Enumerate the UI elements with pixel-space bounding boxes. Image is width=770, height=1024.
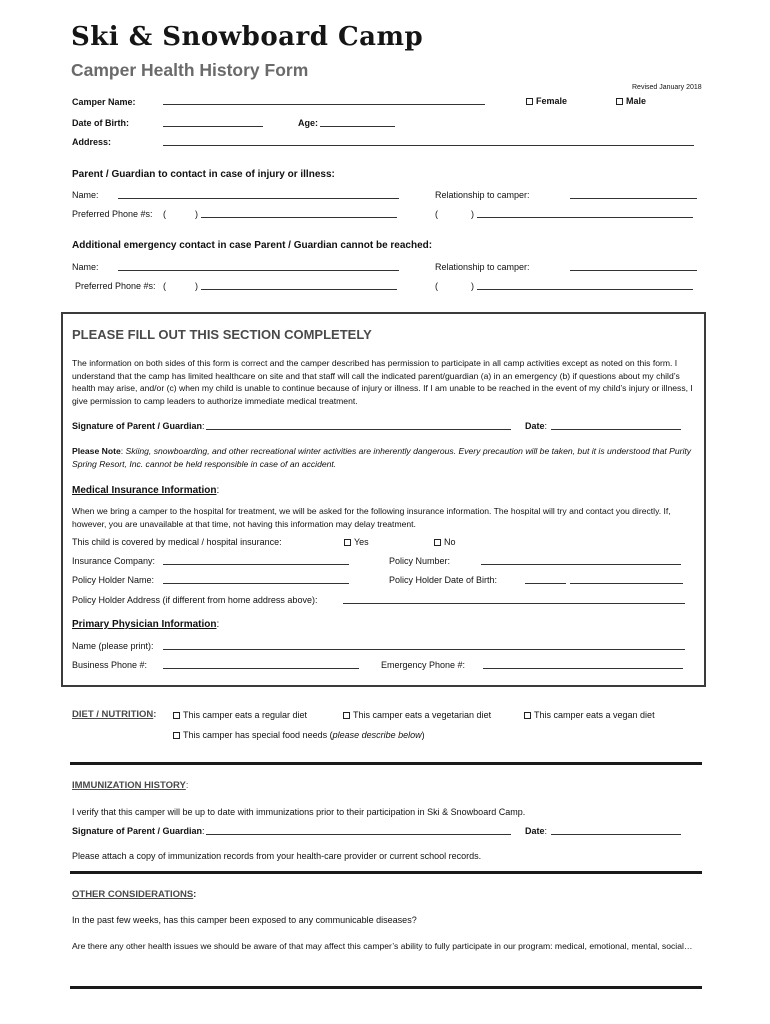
physician-emergency-phone-label: Emergency Phone #: (381, 660, 466, 670)
form-title: Ski & Snowboard Camp (71, 22, 424, 52)
diet-regular-checkbox[interactable] (173, 712, 180, 719)
dob-field[interactable] (163, 126, 263, 127)
diet-regular-label: This camper eats a regular diet (183, 710, 308, 720)
consent-signature-field[interactable] (206, 429, 511, 430)
guardian-heading: Parent / Guardian to contact in case of injury or illness: (72, 169, 335, 180)
insurance-company-field[interactable] (163, 564, 349, 565)
emergency-phone1-field[interactable] (201, 289, 397, 290)
other-question-1: In the past few weeks, has this camper been exposed to any communicable diseases? (72, 915, 417, 925)
physician-heading-text: Primary Physician Information (72, 619, 217, 630)
diet-vegetarian-label: This camper eats a vegetarian diet (353, 710, 492, 720)
policy-holder-name-label: Policy Holder Name: (72, 575, 155, 585)
insurance-no-checkbox[interactable] (434, 539, 441, 546)
other-heading: OTHER CONSIDERATIONS: (72, 889, 197, 900)
immunization-date-label: Date: (525, 826, 548, 836)
immunization-signature-field[interactable] (206, 834, 511, 835)
age-label: Age: (298, 118, 318, 128)
policy-holder-name-field[interactable] (163, 583, 349, 584)
other-heading-text: OTHER CONSIDERATIONS (72, 889, 194, 900)
physician-business-phone-field[interactable] (163, 668, 359, 669)
physician-business-phone-label: Business Phone #: (72, 660, 148, 670)
insurance-yes-checkbox[interactable] (344, 539, 351, 546)
policy-holder-address-label: Policy Holder Address (if different from home address above): (72, 595, 318, 605)
emergency-phone-label: Preferred Phone #s: (75, 281, 156, 291)
physician-name-field[interactable] (163, 649, 685, 650)
immunization-date-field[interactable] (551, 834, 681, 835)
camper-name-label: Camper Name: (72, 97, 136, 107)
female-label: Female (536, 96, 568, 106)
consent-paragraph: The information on both sides of this form is correct and the camper described has permission to participate in all camp activities except as noted on this form. I understand that the camp has limited healthcare on site and that staff will call the indicated parent/guardian (a) in an emergency (b) if questions about my child’s health may arise, and/or (c) when my child is unable to continue because of injury or illness. If I am unable to be reached in the event of my child’s injury or illness, I give permission to camp leaders to authorize immediate medical treatment. (72, 358, 693, 406)
diet-regular-option[interactable] (173, 710, 307, 720)
address-label: Address: (72, 137, 112, 147)
physician-emergency-phone-field[interactable] (483, 668, 683, 669)
policy-number-label: Policy Number: (389, 556, 451, 566)
insurance-covered-label: This child is covered by medical / hospital insurance: (72, 537, 282, 547)
consent-signature-label-text: Signature of Parent / Guardian (72, 421, 203, 431)
immunization-signature-label-text: Signature of Parent / Guardian (72, 826, 203, 836)
required-section-heading: PLEASE FILL OUT THIS SECTION COMPLETELY (72, 327, 372, 342)
diet-vegetarian-checkbox[interactable] (343, 712, 350, 719)
guardian-phone1-field[interactable] (201, 217, 397, 218)
policy-holder-dob-field-1[interactable] (525, 583, 566, 584)
diet-vegan-label: This camper eats a vegan diet (534, 710, 655, 720)
guardian-relationship-label: Relationship to camper: (435, 190, 530, 200)
insurance-company-label: Insurance Company: (72, 556, 156, 566)
diet-heading-text: DIET / NUTRITION (72, 709, 154, 720)
emergency-name-field[interactable] (118, 270, 399, 271)
camper-name-field[interactable] (163, 104, 485, 105)
diet-vegetarian-option[interactable] (343, 710, 491, 720)
male-label: Male (626, 96, 647, 106)
insurance-yes-option[interactable] (344, 537, 369, 547)
insurance-heading: Medical Insurance Information: (72, 485, 220, 496)
guardian-name-field[interactable] (118, 198, 399, 199)
paren-open: ( (435, 281, 438, 291)
age-field[interactable] (320, 126, 395, 127)
diet-special-close: ) (421, 730, 425, 740)
guardian-name-label: Name: (72, 190, 99, 200)
female-option[interactable] (526, 96, 567, 106)
insurance-yes-label: Yes (354, 537, 369, 547)
section-divider (70, 762, 702, 765)
diet-vegan-option[interactable] (524, 710, 655, 720)
note-label: Please Note (72, 446, 121, 456)
diet-special-hint: please describe below (332, 730, 422, 740)
immunization-attach: Please attach a copy of immunization records from your health-care provider or current school records. (72, 851, 482, 861)
dob-label: Date of Birth: (72, 118, 129, 128)
diet-special-label: This camper has special food needs ( (183, 730, 333, 740)
paren-close: ) (471, 209, 474, 219)
emergency-relationship-field[interactable] (570, 270, 697, 271)
address-field[interactable] (163, 145, 694, 146)
paren-close: ) (471, 281, 474, 291)
diet-special-checkbox[interactable] (173, 732, 180, 739)
insurance-paragraph: When we bring a camper to the hospital for treatment, we will be asked for the following insurance information. The hospital will try and contact you directly. If, however, you are unavailable at that time, not having this information may delay treatment. (72, 506, 671, 529)
guardian-relationship-field[interactable] (570, 198, 697, 199)
other-question-2: Are there any other health issues we should be aware of that may affect this camper’s ability to fully participate in our program: medical, emotional, mental, social… (72, 941, 693, 951)
policy-holder-dob-field-2[interactable] (570, 583, 683, 584)
note-text: Skiing, snowboarding, and other recreational winter activities are inherently dangerous. Every precaution will be taken, but it is understood that Purity Spring Resort, Inc. cannot be held responsible in case of an accident. (72, 446, 692, 469)
paren-close: ) (195, 281, 198, 291)
male-checkbox[interactable] (616, 98, 623, 105)
guardian-phone-label: Preferred Phone #s: (72, 209, 153, 219)
diet-vegan-checkbox[interactable] (524, 712, 531, 719)
consent-date-label-text: Date (525, 421, 545, 431)
form-subtitle: Camper Health History Form (71, 60, 309, 80)
insurance-no-option[interactable] (434, 537, 456, 547)
insurance-no-label: No (444, 537, 456, 547)
emergency-name-label: Name: (72, 262, 99, 272)
diet-special-option[interactable] (173, 730, 425, 740)
immunization-signature-label: Signature of Parent / Guardian: (72, 826, 205, 836)
emergency-heading: Additional emergency contact in case Parent / Guardian cannot be reached: (72, 240, 433, 251)
section-divider (70, 871, 702, 874)
policy-number-field[interactable] (481, 564, 681, 565)
guardian-phone2-field[interactable] (477, 217, 693, 218)
section-divider (70, 986, 702, 989)
immunization-verify: I verify that this camper will be up to date with immunizations prior to their participation in Ski & Snowboard Camp. (72, 807, 526, 817)
policy-holder-address-field[interactable] (343, 603, 685, 604)
paren-open: ( (435, 209, 438, 219)
accident-note: Please Note: Skiing, snowboarding, and other recreational winter activities are inherently dangerous. Every precaution will be taken, but it is understood that Purity Spring Resort, Inc. cannot be held responsible in case of an accident. (72, 446, 692, 469)
consent-date-label: Date: (525, 421, 548, 431)
emergency-phone2-field[interactable] (477, 289, 693, 290)
physician-name-label: Name (please print): (72, 641, 154, 651)
emergency-relationship-label: Relationship to camper: (435, 262, 530, 272)
paren-open: ( (163, 281, 166, 291)
revised-date: Revised January 2018 (632, 84, 702, 91)
consent-date-field[interactable] (551, 429, 681, 430)
paren-open: ( (163, 209, 166, 219)
diet-heading: DIET / NUTRITION: (72, 709, 157, 720)
insurance-heading-text: Medical Insurance Information (72, 485, 217, 496)
immunization-date-label-text: Date (525, 826, 545, 836)
consent-signature-label: Signature of Parent / Guardian: (72, 421, 205, 431)
paren-close: ) (195, 209, 198, 219)
physician-heading: Primary Physician Information: (72, 619, 220, 630)
policy-holder-dob-label: Policy Holder Date of Birth: (389, 575, 498, 585)
male-option[interactable] (616, 96, 646, 106)
female-checkbox[interactable] (526, 98, 533, 105)
immunization-heading-text: IMMUNIZATION HISTORY (72, 780, 186, 791)
immunization-heading: IMMUNIZATION HISTORY: (72, 780, 189, 791)
